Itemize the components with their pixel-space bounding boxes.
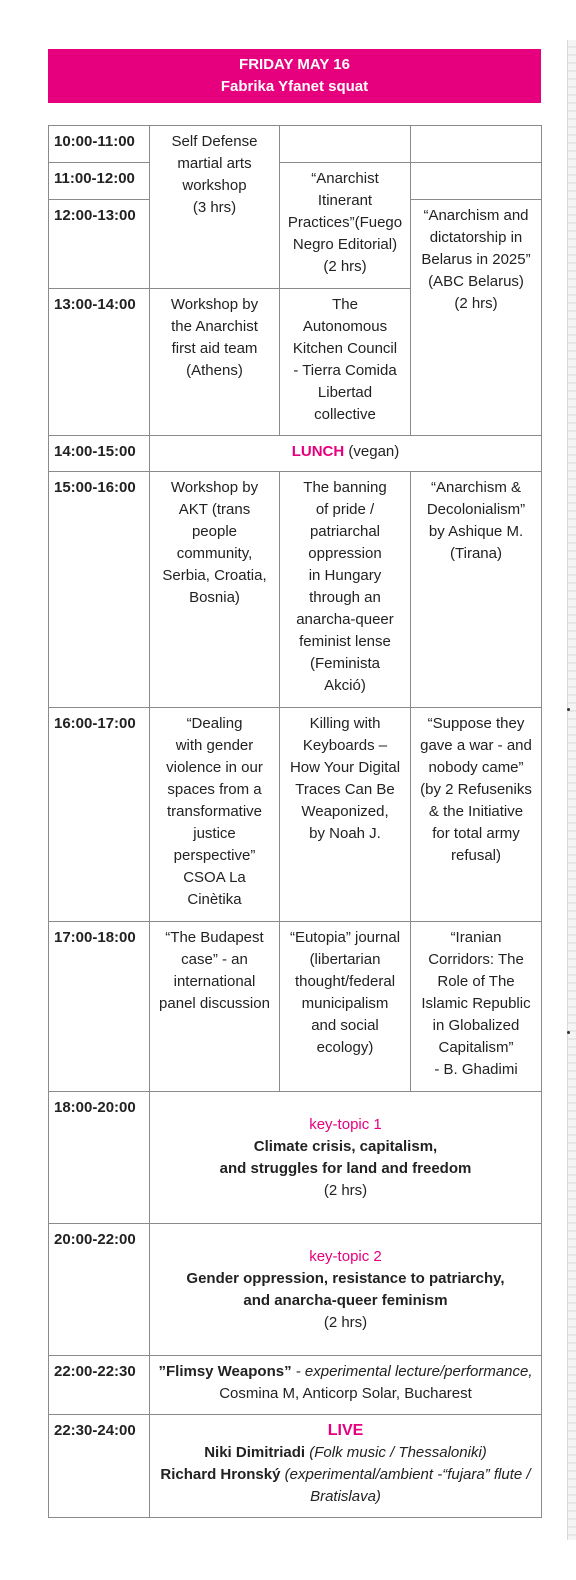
session-hungary: The banning of pride / patriarchal oppression in Hungary through an anarcha-queer feminist lense (Feminista Akció) (280, 472, 411, 708)
time-slot: 12:00-13:00 (49, 200, 150, 289)
table-row (49, 1224, 542, 1356)
live-artist-2: Richard Hronský (160, 1466, 281, 1483)
live-artist-2-note: (experimental/ambient -“fujara” flute / Bratislava) (280, 1466, 531, 1505)
session-iranian: “Iranian Corridors: The Role of The Islamic Republic in Globalized Capitalism” - B. Ghadimi (411, 922, 542, 1092)
table-row (49, 1415, 542, 1518)
session-eutopia: “Eutopia” journal (libertarian thought/federal municipalism and social ecology) (280, 922, 411, 1092)
edge-dot (567, 1031, 570, 1034)
page-edge-decoration (567, 40, 576, 1540)
session-anarchist-itinerant: “Anarchist Itinerant Practices”(Fuego Negro Editorial) (2 hrs) (280, 163, 411, 289)
table-row (49, 472, 542, 708)
keytopic-1-label: key-topic 1 (309, 1115, 382, 1133)
session-suppose: “Suppose they gave a war - and nobody came” (by 2 Refuseniks & the Initiative for total army refusal) (411, 708, 542, 922)
session-belarus: “Anarchism and dictatorship in Belarus in 2025” (ABC Belarus) (2 hrs) (411, 200, 542, 436)
keytopic-1-duration: (2 hrs) (323, 1181, 368, 1199)
time-slot: 11:00-12:00 (49, 163, 150, 200)
empty-cell (280, 126, 411, 163)
table-row (49, 1092, 542, 1224)
session-kitchen: The Autonomous Kitchen Council - Tierra Comida Libertad collective (280, 289, 411, 436)
keytopic-1-cell (150, 1092, 542, 1224)
session-akt: Workshop by AKT (trans people community, Serbia, Croatia, Bosnia) (150, 472, 280, 708)
day-venue: Fabrika Yfanet squat (220, 78, 369, 95)
time-slot: 15:00-16:00 (49, 472, 150, 708)
edge-dot (567, 708, 570, 711)
lunch-label: LUNCH (291, 443, 345, 460)
time-slot: 22:30-24:00 (49, 1415, 150, 1518)
session-first-aid: Workshop by the Anarchist first aid team (Athens) (150, 289, 280, 436)
table-row (49, 1356, 542, 1415)
session-gender-violence: “Dealing with gender violence in our spaces from a transformative justice perspective” CSOA La Cinètika (150, 708, 280, 922)
live-artist-1: Niki Dimitriadi (204, 1444, 306, 1461)
flimsy-who: Cosmina M, Anticorp Solar, Bucharest (219, 1385, 472, 1402)
time-slot: 13:00-14:00 (49, 289, 150, 436)
session-self-defense: Self Defense martial arts workshop (3 hrs) (150, 126, 280, 289)
lunch-note: (vegan) (348, 443, 400, 460)
keytopic-2-title: Gender oppression, resistance to patriarchy, and anarcha-queer feminism (186, 1269, 505, 1309)
table-row (49, 436, 542, 472)
time-slot: 18:00-20:00 (49, 1092, 150, 1224)
live-cell (150, 1415, 542, 1518)
session-decolonialism: “Anarchism & Decolonialism” by Ashique M. (Tirana) (411, 472, 542, 708)
table-row (49, 708, 542, 922)
empty-cell (411, 126, 542, 163)
flimsy-title: ”Flimsy Weapons” (158, 1363, 292, 1380)
session-keyboards: Killing with Keyboards – How Your Digital Traces Can Be Weaponized, by Noah J. (280, 708, 411, 922)
lunch-cell (150, 436, 542, 472)
table-row (49, 126, 542, 163)
day-date: FRIDAY MAY 16 (239, 56, 350, 73)
day-header-banner (48, 49, 541, 103)
empty-cell (411, 163, 542, 200)
flimsy-desc: - experimental lecture/performance, (291, 1363, 533, 1380)
table-row (49, 163, 542, 200)
live-artist-1-note: (Folk music / Thessaloniki) (305, 1444, 487, 1461)
keytopic-1-title: Climate crisis, capitalism, and struggles for land and freedom (219, 1137, 472, 1177)
time-slot: 14:00-15:00 (49, 436, 150, 472)
table-row (49, 922, 542, 1092)
time-slot: 17:00-18:00 (49, 922, 150, 1092)
keytopic-2-duration: (2 hrs) (323, 1313, 368, 1331)
time-slot: 20:00-22:00 (49, 1224, 150, 1356)
time-slot: 22:00-22:30 (49, 1356, 150, 1415)
time-slot: 10:00-11:00 (49, 126, 150, 163)
session-budapest: “The Budapest case” - an international panel discussion (150, 922, 280, 1092)
time-slot: 16:00-17:00 (49, 708, 150, 922)
keytopic-2-label: key-topic 2 (309, 1247, 382, 1265)
live-label: LIVE (327, 1422, 364, 1439)
keytopic-2-cell (150, 1224, 542, 1356)
flimsy-cell (150, 1356, 542, 1415)
schedule-table (48, 125, 542, 1518)
